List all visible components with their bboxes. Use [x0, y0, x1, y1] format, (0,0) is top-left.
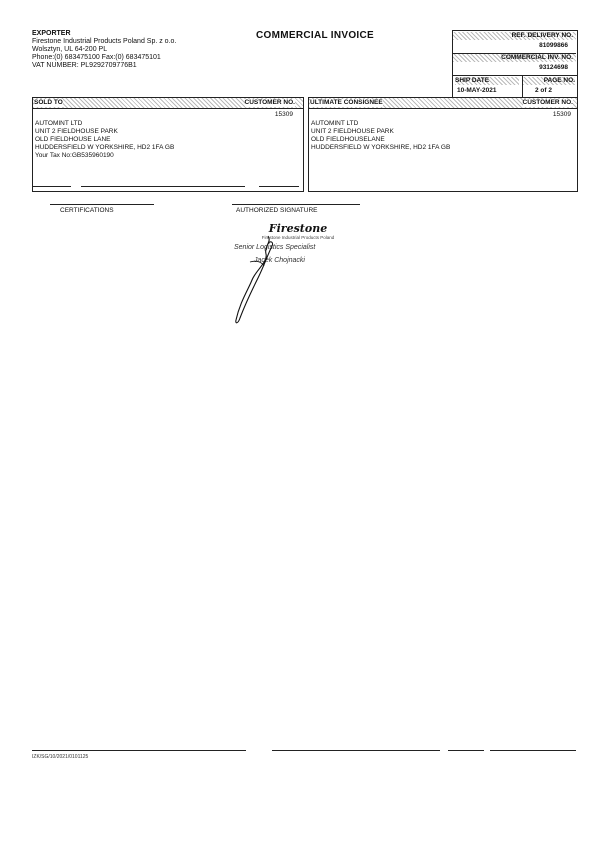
consignee-header-bar [309, 98, 577, 109]
ship-page-divider [522, 76, 523, 98]
footer-rule [448, 750, 484, 751]
consignee-box [308, 97, 578, 192]
consignee-address [311, 120, 571, 152]
handwritten-signature [228, 232, 288, 328]
sold-to-box [32, 97, 304, 192]
exporter-line: Phone:(0) 683475100 Fax:(0) 683475101 [32, 54, 161, 61]
sold-to-address [35, 120, 295, 160]
ship-page-row [453, 75, 577, 98]
footer-rule [32, 750, 246, 751]
exporter-line: Firestone Industrial Products Poland Sp. z o.o. [32, 38, 177, 45]
signature-rule [232, 204, 360, 205]
sold-to-bottom-rule [259, 186, 299, 187]
ref-delivery-label: REF. DELIVERY NO. [453, 32, 576, 40]
address-line: HUDDERSFIELD W YORKSHIRE, HD2 1FA GB [35, 144, 175, 151]
consignee-customer-no-label: CUSTOMER NO. [522, 99, 573, 106]
reference-box [452, 30, 578, 98]
page-title: COMMERCIAL INVOICE [256, 30, 374, 41]
commercial-inv-value: 93124698 [539, 64, 568, 71]
footer-rule [490, 750, 576, 751]
sold-to-label: SOLD TO [34, 99, 63, 106]
exporter-heading: EXPORTER [32, 30, 71, 37]
exporter-line: VAT NUMBER: PL9292709776B1 [32, 62, 137, 69]
address-line: HUDDERSFIELD W YORKSHIRE, HD2 1FA GB [311, 144, 451, 151]
address-line: AUTOMINT LTD [311, 120, 359, 127]
stamp-name: Jacek Chojnacki [254, 257, 305, 264]
footer-code: IZK/SG/10/2021/0101125 [32, 754, 89, 760]
ship-date-value: 10-MAY-2021 [457, 87, 497, 94]
consignee-label: ULTIMATE CONSIGNEE [310, 99, 383, 106]
authorized-signature-label: AUTHORIZED SIGNATURE [236, 207, 318, 214]
address-line: OLD FIELDHOUSELANE [311, 136, 385, 143]
commercial-inv-label: COMMERCIAL INV. NO. [453, 53, 576, 62]
address-line: OLD FIELDHOUSE LANE [35, 136, 111, 143]
exporter-line: Wolsztyn, UL 64-200 PL [32, 46, 108, 53]
exporter-block [32, 30, 252, 70]
stamp-brand: Firestone [268, 222, 328, 235]
page-no-value: 2 of 2 [535, 87, 552, 94]
tax-number-line: Your Tax No:GB535960190 [35, 152, 114, 159]
certifications-label: CERTIFICATIONS [60, 207, 114, 214]
sold-to-bottom-rule [81, 186, 245, 187]
footer-rule [272, 750, 440, 751]
ref-delivery-value: 81099866 [539, 42, 568, 49]
address-line: AUTOMINT LTD [35, 120, 83, 127]
stamp-subline: Firestone Industrial Products Poland [261, 235, 335, 240]
address-line: UNIT 2 FIELDHOUSE PARK [311, 128, 394, 135]
sold-to-customer-no: 15309 [274, 111, 293, 118]
stamp-title: Senior Logistics Specialist [234, 244, 316, 251]
ship-date-label: SHIP DATE [455, 77, 519, 85]
page-no-label: PAGE NO. [523, 77, 575, 85]
sold-to-header-bar [33, 98, 303, 109]
consignee-customer-no: 15309 [552, 111, 571, 118]
sold-to-customer-no-label: CUSTOMER NO. [244, 99, 295, 106]
sold-to-bottom-rule [33, 186, 71, 187]
address-line: UNIT 2 FIELDHOUSE PARK [35, 128, 118, 135]
certifications-rule [50, 204, 154, 205]
